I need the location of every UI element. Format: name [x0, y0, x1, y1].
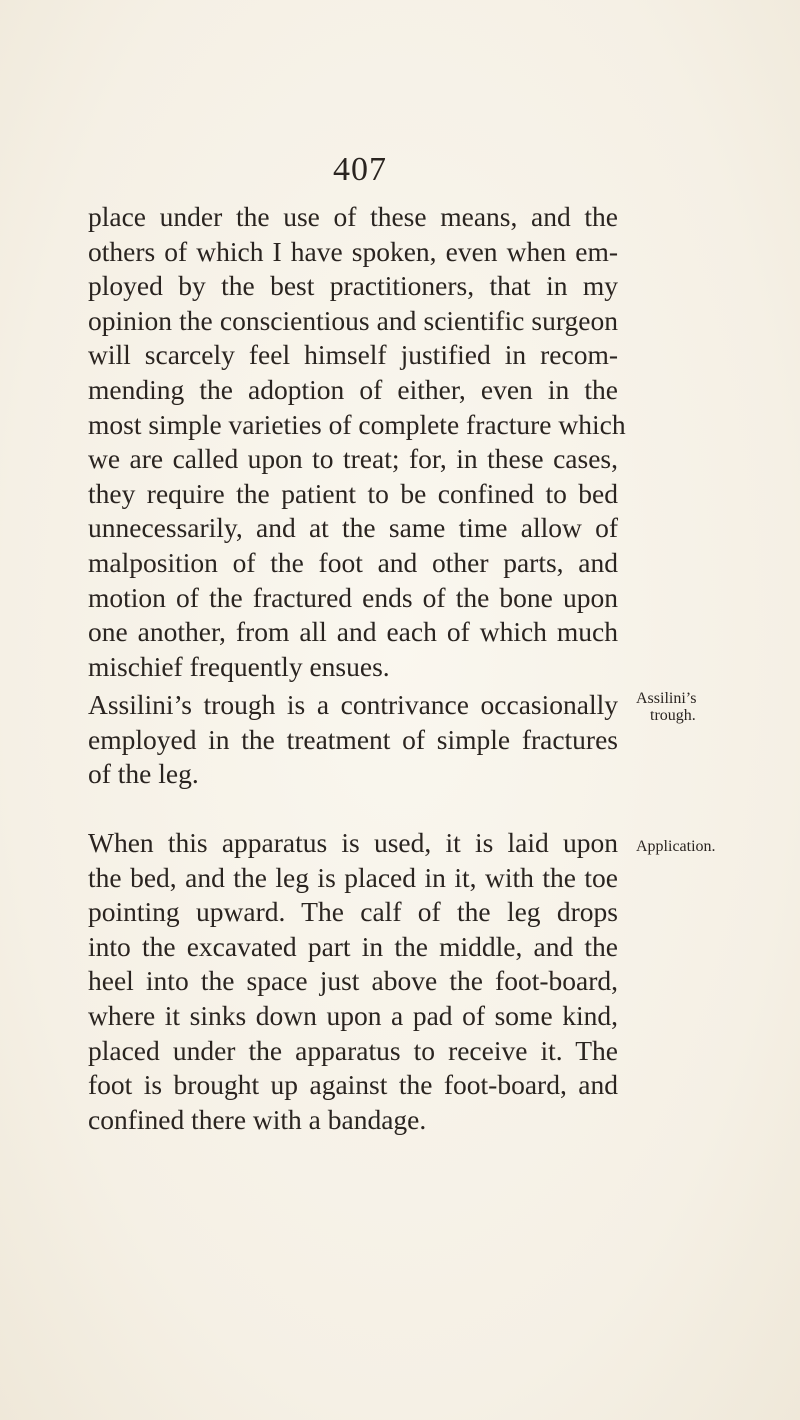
text-line: heel into the space just above the foot-board,	[88, 965, 618, 997]
text-line: one another, from all and each of which much	[88, 616, 618, 648]
text-line: foot is brought up against the foot-board, and	[88, 1069, 618, 1101]
paragraph-assilini-trough	[88, 688, 618, 792]
text-line: confined there with a bandage.	[88, 1103, 427, 1135]
text-line: motion of the fractured ends of the bone upon	[88, 581, 618, 613]
text-line: placed under the apparatus to receive it. The	[88, 1034, 618, 1066]
text-line: unnecessarily, and at the same time allow of	[88, 512, 618, 544]
paragraph-application	[88, 826, 618, 1137]
text-line: they require the patient to be confined to bed	[88, 477, 618, 509]
text-line: will scarcely feel himself justified in recom-	[88, 339, 618, 371]
margin-note-line: Application.	[636, 838, 716, 855]
paragraph-fracture-treatment	[88, 200, 626, 684]
text-line: the bed, and the leg is placed in it, with the toe	[88, 861, 618, 893]
text-line: we are called upon to treat; for, in these cases,	[88, 443, 618, 475]
margin-note-line: Assilini’s	[636, 690, 697, 707]
margin-note-assilini-trough	[636, 690, 696, 724]
text-line: malposition of the foot and other parts, and	[88, 546, 618, 578]
text-line: into the excavated part in the middle, and the	[88, 930, 618, 962]
text-line: opinion the conscientious and scientific surgeon	[88, 304, 618, 336]
text-line: place under the use of these means, and the	[88, 201, 618, 232]
text-line: where it sinks down upon a pad of some kind,	[88, 999, 618, 1031]
text-line: employed in the treatment of simple fractures	[88, 723, 618, 755]
text-line: mending the adoption of either, even in the	[88, 373, 618, 405]
text-line: of the leg.	[88, 758, 199, 790]
text-line: ployed by the best practitioners, that in my	[88, 270, 618, 302]
page-number: 407	[333, 151, 387, 188]
text-line: others of which I have spoken, even when em-	[88, 235, 618, 267]
text-line: most simple varieties of complete fracture which	[88, 408, 626, 440]
text-line: Assilini’s trough is a contrivance occasionally	[88, 689, 618, 720]
text-line: pointing upward. The calf of the leg drops	[88, 896, 618, 928]
margin-note-application	[636, 838, 716, 855]
margin-note-line: trough.	[650, 707, 696, 724]
text-line: When this apparatus is used, it is laid upon	[88, 827, 618, 858]
text-line: mischief frequently ensues.	[88, 650, 390, 682]
